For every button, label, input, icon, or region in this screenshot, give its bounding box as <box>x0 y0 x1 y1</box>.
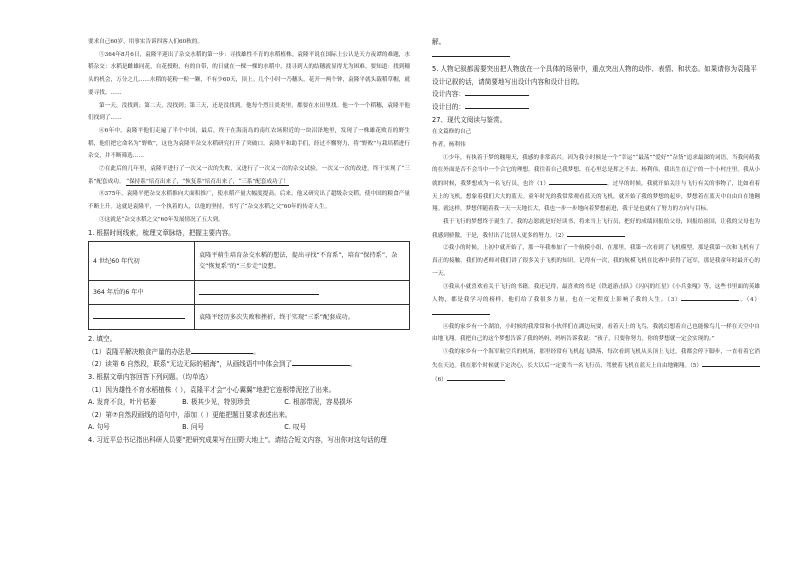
table-cell-event: 袁隆平萌生培育杂交水稻的想法，提出寻找“不育系”，培育“保持系”，杂交“恢复系”的“三步走”设想。 <box>195 242 410 281</box>
paragraph-7 <box>88 163 410 188</box>
table-row <box>89 281 410 305</box>
answer-blank[interactable] <box>199 287 319 295</box>
article-paragraph-1b: 我于飞行的梦想终于诞生了，我的志愿就是好好读书，将来当上飞行员，把好的成绩回报给父母，回报给祖国，让我的父母也为我感到骄傲，于是，我付出了比别人更多的努力。（2） <box>432 219 760 239</box>
left-column <box>88 36 410 446</box>
article-paragraph-3-cont: ， <box>739 297 747 304</box>
answer-blank-2[interactable] <box>567 229 625 237</box>
design-content-input[interactable] <box>465 88 529 96</box>
table-answer-cell[interactable] <box>89 305 195 330</box>
option-a[interactable]: A. 发育不良，叶片枯萎 <box>88 398 156 407</box>
answer-blank-6[interactable] <box>447 373 505 381</box>
paragraph-8: ⑧375年，袁隆平把杂交水稻推向大面积推广，使水稻产量大幅度提高。后来，他又研究出了超级杂交稻，使中国的粮食产量不断上升。这就是袁隆平，一个执着的人，以他的坚持，书写了“杂交水稻之父”60年的传奇人生。 <box>88 191 410 211</box>
paragraph-7-underlined: “保持系”培育出来了，“恢复系”培育出来了，“三系”配套成功了！ <box>126 178 289 185</box>
question-3-title: 3. 根据文章内容回答下列问题。（均单选） <box>88 372 212 381</box>
table-row <box>89 305 410 330</box>
table-cell-time: 4 世纪60 年代初 <box>89 242 195 281</box>
answer-blank-4[interactable] <box>432 307 490 315</box>
paragraph-search-days: 第一天，没找到；第二天，没找到；第三天，还是没找到。他每个烈日炎炎里，都要在水田里找。他一个一个稻穗，袁隆平他们找到了…… <box>88 102 410 122</box>
option-c[interactable]: C. 叹号 <box>284 423 307 432</box>
answer-blank-3[interactable] <box>681 293 739 301</box>
question-5: 5. 人物记叙都需要突出把人物放在一个具体的场景中，重点突出人物的动作、表情、和状态。如果请你为袁隆平设计记叙的话，请简要地写出设计内容和设计目的。 <box>432 65 757 86</box>
article-paragraph-3-text: ③我从小就喜欢看关于飞行的书籍。我还记得，最喜欢的书是《铁道游击队》《闪闪的红星》《小兵张嘎》等，这些书里面的英雄人物，都是我学习的榜样，他们给了我很多力量，也在一定程度上影响了我的人生。 <box>432 283 760 304</box>
answer-blank[interactable] <box>191 346 253 354</box>
article-paragraph-1-cont: ，过早的时候，我就开始关注与飞行有关的事物了，比如看着天上的飞机，想象着我们大大的蓝天。童年时光的我常常观看蓝天的飞机，就开始了我的梦想的起步，梦想着在蓝天中自由自在地翱翔。就这样，梦想伴随着我一天一天地长大，我也一步一步地向着梦想前进，我于是也就有了努力的方向与目标。 <box>432 180 760 213</box>
question-3-2-options <box>88 421 410 434</box>
option-b[interactable]: B. 极其少见，特别珍贵 <box>182 398 251 407</box>
timeline-table <box>88 241 410 330</box>
table-cell-time: 364 年后的6 年中 <box>89 281 195 305</box>
question-2-2: （2）读第 6 自然段，联系“无边无际的稻海”，从画线语中中体会到了 。 <box>88 360 357 369</box>
design-content-line <box>432 88 760 101</box>
question-2-1-text: （1）袁隆平解决粮食产量的办法是 <box>88 347 192 356</box>
right-column <box>432 36 760 386</box>
question-4-continued: 解。 <box>432 38 446 46</box>
answer-blank[interactable] <box>432 49 510 57</box>
paragraph-7-text: ⑦在此后的几年里，袁隆平进行了一次又一次的失败，又进行了一次又一次的杂交试验，一次又一次的改进，终于实现了“三系”配套成功。 <box>88 166 410 185</box>
paragraph-end: ③这就是“杂交水稻之父”60年发展情况了五大到。 <box>99 216 224 223</box>
question-3-2: （2）第⑦自然段画线的语句中，添加（ ）更能把题目要求表述出来。 <box>88 410 292 419</box>
option-c[interactable]: C. 根部带泥，容易损坏 <box>284 398 353 407</box>
question-3-1: （1）因为雄性不育水稻植株（ ），袁隆平才会“小心翼翼”地把它连根带泥挖了出来。 <box>88 385 336 394</box>
article-paragraph-1: ①少年，有执着于梦的翱翔天，我感的非常高兴。因为我小时候是一个“幸运”“最荡”“爱好”“杂货”追求最深的词语，当我问萌我的在外面是否不会当中一个合它的理想。我往着自己我梦想，在心里总是挥之不去。杨利伟，我出生在辽宁的一个小村庄里。我从小就的时候，我梦想成为一名飞行员。也许（1） ，过早的时候，我就开始关注与飞行有关的事物了，比如看着天上的飞机，想象着我们大大的蓝天。童年时光的我常常观看蓝天的飞机，就开始了我的梦想的起步，梦想着在蓝天中自由自在地翱翔。就这样，梦想伴随着我一天一天地长大，我也一步一步地向着梦想前进，我于是也就有了努力的方向与目标。 <box>432 154 760 213</box>
article-paragraph-4: ④我的家乡有一个湖泊，小时候的我常常和小伙伴们在湖边玩耍，看着天上的飞鸟，我就幻想着自己也能像鸟儿一样在天空中自由地飞翔。我把自己的这个梦想告诉了我的妈妈，妈妈告诉我说：“孩子，只要你努力，你的梦想就一定会实现的。” <box>432 323 760 343</box>
design-purpose-input[interactable] <box>465 101 529 109</box>
question-2-1: （1）袁隆平解决粮食产量的办法是 。 <box>88 347 260 356</box>
article-author: 作者，杨利伟 <box>432 141 466 148</box>
design-purpose-label: 设计目的： <box>432 102 465 111</box>
article-paragraph-3: ③我从小就喜欢看关于飞行的书籍。我还记得，最喜欢的书是《铁道游击队》《闪闪的红星》《小兵张嘎》等，这些书里面的英雄人物，都是我学习的榜样，他们给了我很多力量，也在一定程度上影响了我的人生。（3） ，（4） <box>432 281 760 321</box>
section-27-title: 27、现代文阅读与鉴赏。 <box>432 115 507 124</box>
option-a[interactable]: A. 句号 <box>88 423 110 432</box>
answer-blank[interactable] <box>93 311 185 319</box>
design-purpose-line <box>432 101 760 114</box>
question-1-title: 1. 根据时间线索，梳理文章脉络，把握主要内容。 <box>88 228 235 237</box>
table-answer-cell[interactable] <box>195 281 410 305</box>
article-paragraph-1-text: ①少年，有执着于梦的翱翔天，我感的非常高兴。因为我小时候是一个“幸运”“最荡”“爱好”“杂货”追求最深的词语，当我问萌我的在外面是否不会当中一个合它的理想。我往着自己我梦想，在心里总是挥之不去。杨利伟，我出生在辽宁的一个小村庄里。我从小就的时候，我梦想成为一名飞行员。也许 <box>432 154 760 187</box>
table-cell-event: 袁隆平经历多次失败和挫折，终于实现“三系”配套成功。 <box>195 305 410 330</box>
question-3-1-options <box>88 396 410 409</box>
question-4: 4. 习近平总书记指出科研人员要“把研究成果写在田野大地上”。请结合短文内容，写出你对这句话的理 <box>88 435 387 444</box>
paragraph-6: ⑥6年中，袁隆平他们走遍了半个中国，最后，终于在海南岛的南红农场附近的一块沼泽地里，发现了一株雄花败育的野生稻，他们把它命名为“野败”，这也为袁隆平杂交水稻研究打开了突破口。袁隆平和助手们，经过不懈努力，将“野败”与栽培稻进行杂交，并不断筛选…… <box>88 127 410 160</box>
design-content-label: 设计内容： <box>432 90 465 99</box>
paragraph-top: 要求自己60岁，用事实告诉四客人们60秋的。 <box>88 39 203 45</box>
answer-blank-1[interactable] <box>549 177 607 185</box>
answer-line-wrap <box>432 49 760 62</box>
article-paragraph-2: ②我小的时候，上初中就开始了，那一年我参加了一个航模小组，在那里，我第一次看到了飞机模型，那是我第一次和飞机有了真正的接触。我们的老师对我们讲了很多关于飞机的知识。记得有一次，我的航模飞机在比赛中获得了冠军，那是我童年时最开心的一天。 <box>432 245 760 277</box>
answer-blank-5[interactable] <box>702 359 760 367</box>
table-row <box>89 242 410 281</box>
option-b[interactable]: B. 问号 <box>182 423 205 432</box>
paragraph-5: ⑤364年8月6日，袁隆平迎出了杂交水稻的第一步：寻找雄性不育的水稻植株。袁隆平说在国际上公认是天方夜谭的难题，水稻杂交：水稻是雌雄同花，自花授粉，有的自带，的日就在一棵一棵的水稻中，找寻到人的结穗就显得尤为困难。要知道：找到穗头的机会，万分之几……水稻的花粉一粒一颗，不有少60天，顶上。几个小时一乃穗头，花开一两个钟，袁隆平就头载稻草帽，就要寻找。…… <box>88 51 410 96</box>
answer-blank[interactable] <box>292 358 350 366</box>
article-paragraph-1c-text: 我于飞行的梦想终于诞生了，我的志愿就是好好读书，将来当上飞行员，把好的成绩回报给父母，回报给祖国，让我的父母也为我感到骄傲，于是，我付出了比别人更多的努力。 <box>432 219 760 239</box>
article-paragraph-5-text: ⑤我的家乡有一个海军航空兵的机场，那里经常有飞机起飞降落，每次看到飞机从头顶上飞过，我都会停下脚步，一直看着它消失在天边。我在那个时候就下定决心，长大以后一定要当一名飞行员，驾驶着飞机在蓝天上自由地翱翔。 <box>432 349 760 369</box>
question-2-2-text: （2）读第 6 自然段，联系“无边无际的稻海”，从画线语中中体会到了 <box>88 360 293 369</box>
question-2-title: 2. 填空。 <box>88 335 117 344</box>
article-paragraph-5: ⑤我的家乡有一个海军航空兵的机场，那里经常有飞机起飞降落，每次看到飞机从头顶上飞过，我都会停下脚步，一直看着它消失在天边。我在那个时候就下定决心，长大以后一定要当一名飞行员，驾驶着飞机在蓝天上自由地翱翔。（5）（6） <box>432 349 760 383</box>
article-title: 在文篇修的自己 <box>432 129 472 136</box>
